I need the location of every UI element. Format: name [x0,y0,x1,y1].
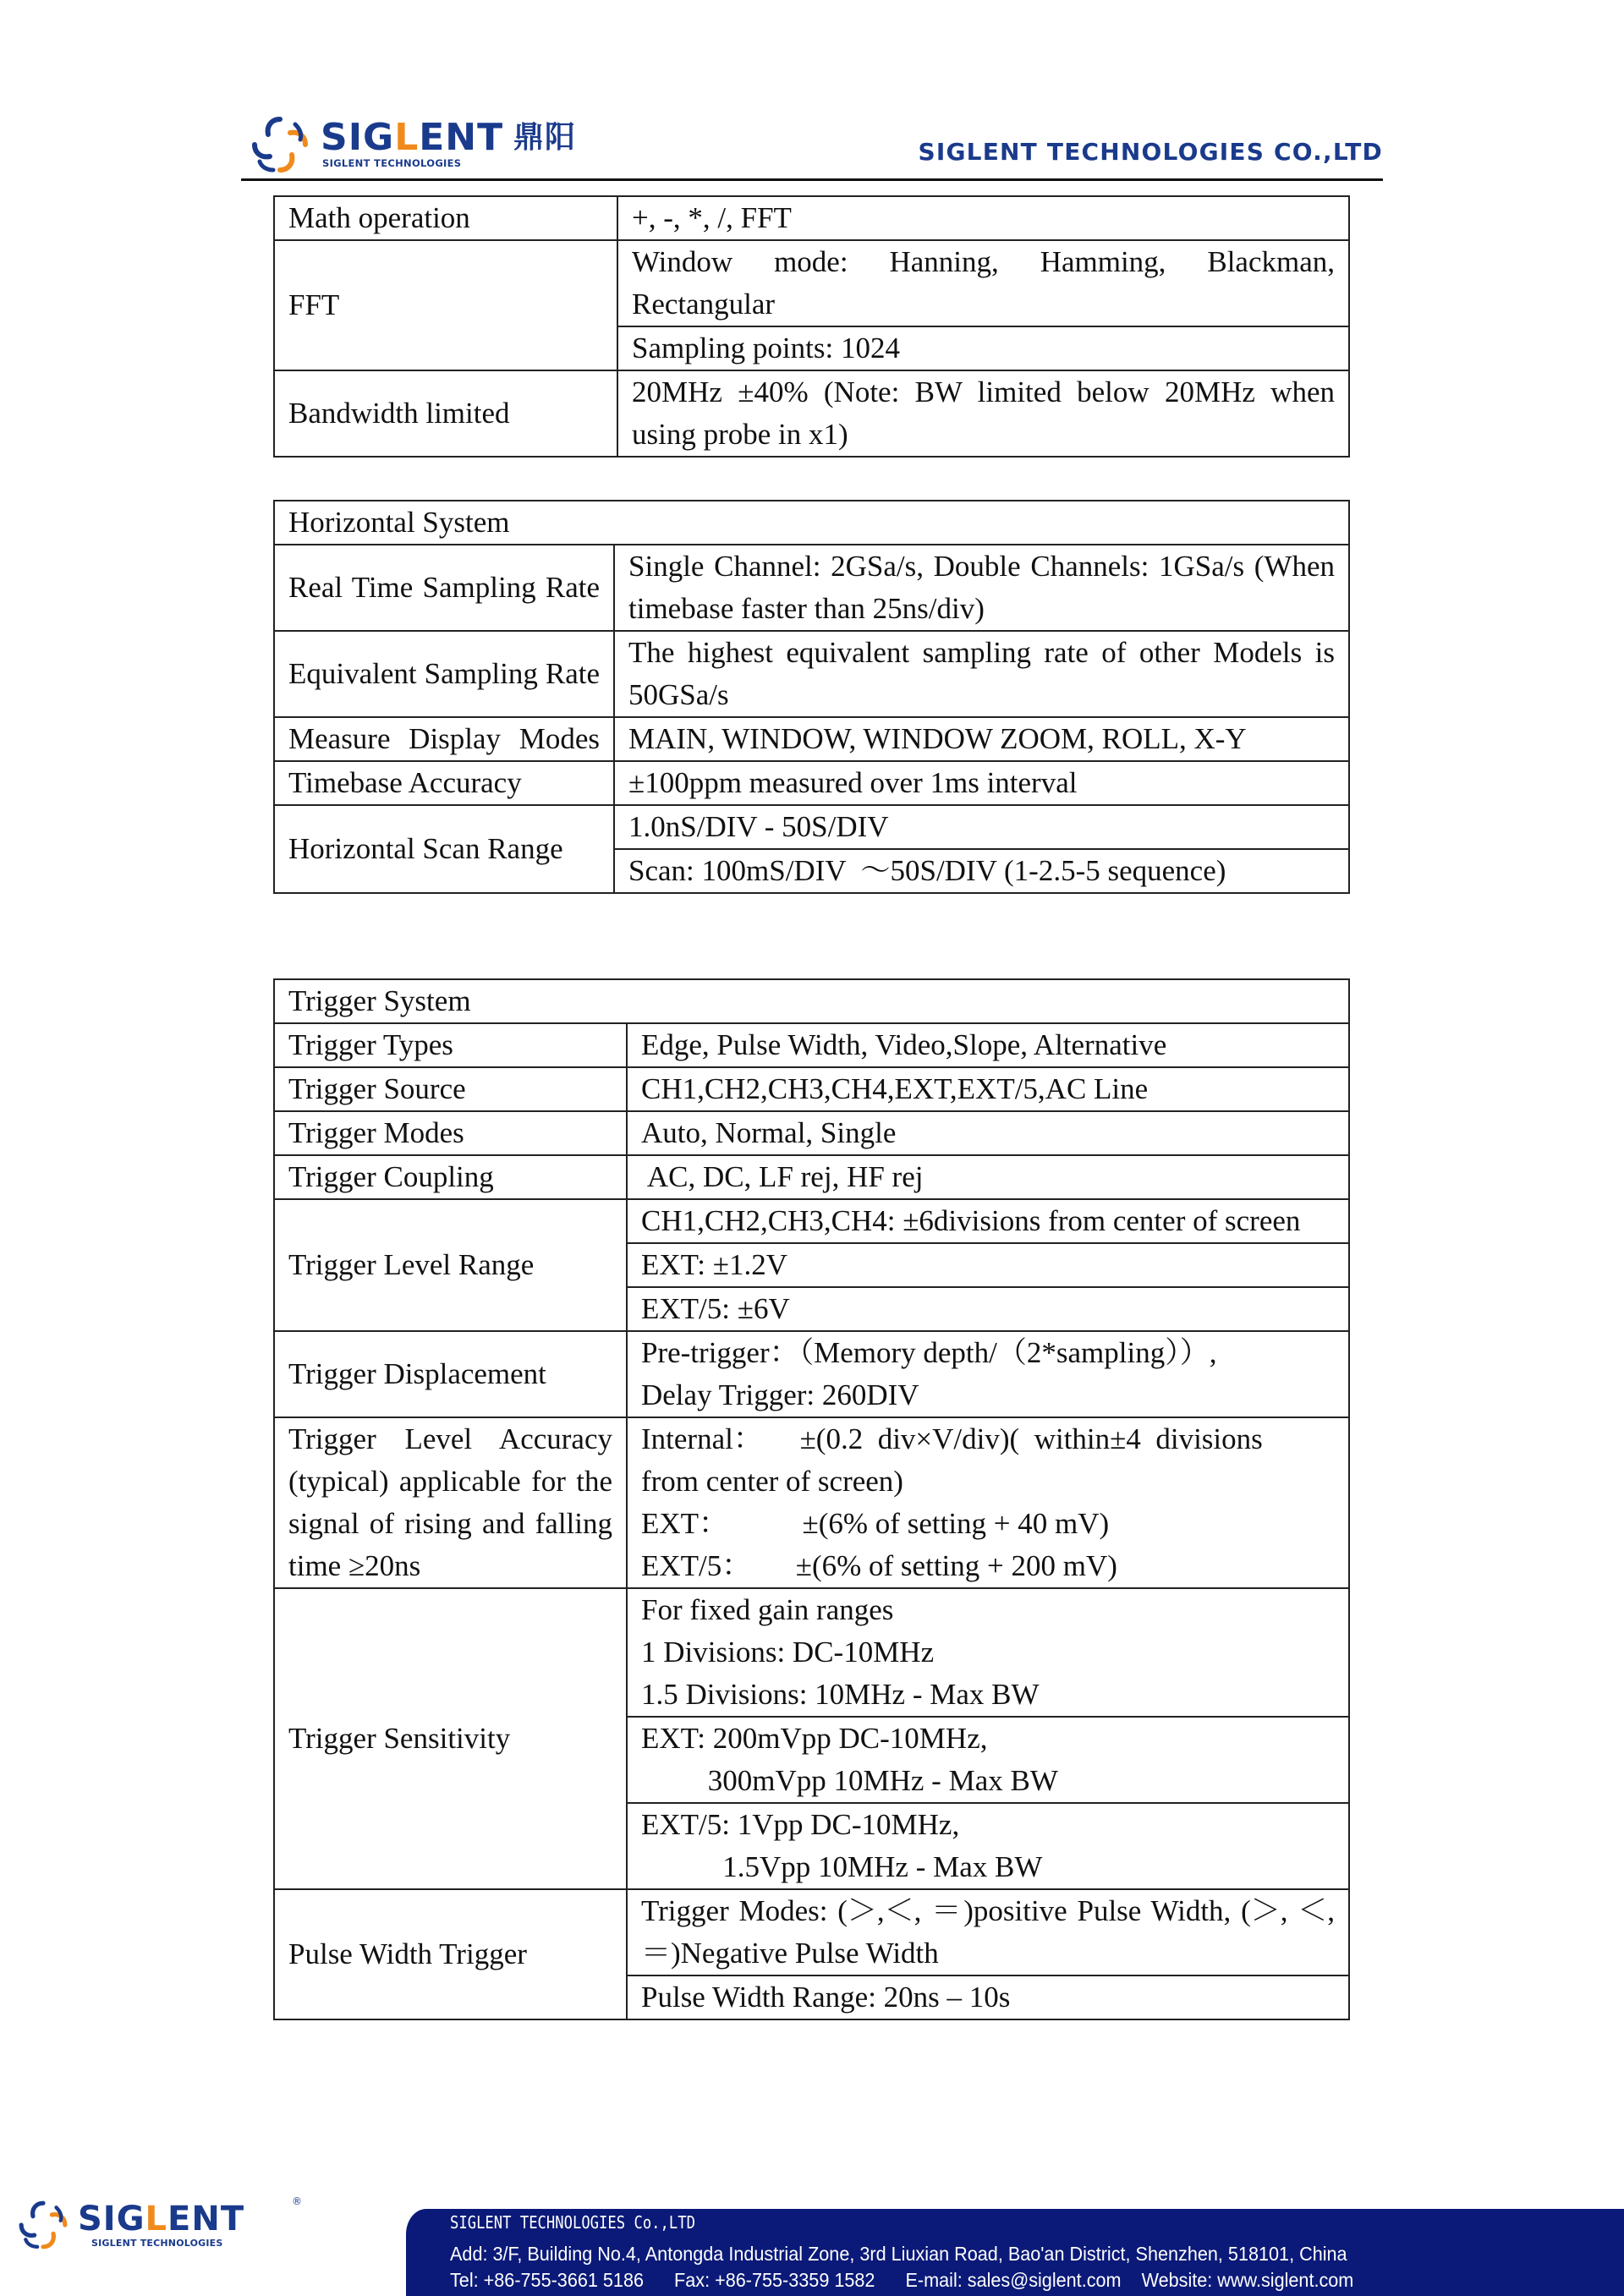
table-row [274,1067,1349,1111]
table-row [274,1331,1349,1417]
spec-value-line: EXT/5: 1Vpp DC-10MHz, [641,1808,960,1841]
table-row [274,717,1349,761]
spec-value: CH1,CH2,CH3,CH4,EXT,EXT/5,AC Line [627,1067,1349,1111]
spec-label: Real Time Sampling Rate [274,545,614,631]
spec-value: Auto, Normal, Single [627,1111,1349,1155]
section-title: Horizontal System [274,501,1349,545]
table-row [274,1889,1349,1975]
footer-contact-band [406,2209,1624,2296]
logo-subtitle: SIGLENT TECHNOLOGIES [91,2238,223,2249]
spec-value-line: Delay Trigger: 260DIV [641,1378,919,1411]
spec-label: Trigger Coupling [274,1155,627,1199]
spec-label: Trigger Level Range [274,1199,627,1331]
table-row [274,1417,1349,1588]
spec-value [627,1417,1349,1588]
spec-value: AC, DC, LF rej, HF rej [627,1155,1349,1199]
spec-value-line: EXT/5： ±(6% of setting + 200 mV) [641,1549,1117,1582]
footer-email[interactable]: E-mail: sales@siglent.com [905,2269,1122,2291]
table-section-header [274,501,1349,545]
spec-value: Sampling points: 1024 [617,326,1349,370]
table-row [274,761,1349,805]
spec-label: Trigger Level Accuracy (typical) applicable for the signal of rising and falling time ≥20ns [274,1417,627,1588]
footer-contacts [450,2269,1353,2292]
footer-logo [17,2195,302,2255]
header-logo [250,114,588,175]
spec-value: EXT/5: ±6V [627,1287,1349,1331]
spec-label: Measure Display Modes [274,717,614,761]
spec-value: The highest equivalent sampling rate of other Models is 50GSa/s [614,631,1349,717]
logo-subtitle: SIGLENT TECHNOLOGIES [322,157,462,169]
spec-label: Timebase Accuracy [274,761,614,805]
spec-value-line: 1.5Vpp 10MHz - Max BW [641,1850,1043,1883]
table-row [274,1199,1349,1243]
logo-brand-text: SIGLENT [78,2200,245,2238]
table-row [274,805,1349,849]
spec-label: Trigger Sensitivity [274,1588,627,1889]
spec-value: Pulse Width Range: 20ns – 10s [627,1975,1349,2019]
spec-value: Edge, Pulse Width, Video,Slope, Alternative [627,1023,1349,1067]
footer-company-name: SIGLENT TECHNOLOGIES Co.,LTD [450,2212,695,2233]
spec-label: Bandwidth limited [274,370,617,457]
math-spec-table [273,195,1350,458]
header-divider [241,178,1383,181]
logo-brand-text: SIGLENT [321,116,504,159]
table-row [274,1588,1349,1717]
spec-value: 20MHz ±40% (Note: BW limited below 20MHz when using probe in x1) [617,370,1349,457]
spec-value: Trigger Modes: (＞,＜, ＝)positive Pulse Width, (＞, ＜, ＝)Negative Pulse Width [627,1889,1349,1975]
table-row [274,1111,1349,1155]
table-row [274,370,1349,457]
spec-label: Horizontal Scan Range [274,805,614,893]
spec-value-line: Pre-trigger：（Memory depth/（2*sampling））, [641,1336,1217,1369]
table-row [274,1023,1349,1067]
spec-label: Math operation [274,196,617,240]
spec-value-line: EXT： ±(6% of setting + 40 mV) [641,1507,1110,1540]
horizontal-system-table [273,500,1350,894]
footer-address: Add: 3/F, Building No.4, Antongda Industrial Zone, 3rd Liuxian Road, Bao'an District, Shenzhen, 518101, China [450,2243,1347,2265]
spec-value-line: 300mVpp 10MHz - Max BW [641,1764,1058,1797]
table-section-header [274,979,1349,1023]
spec-value: 1.0nS/DIV - 50S/DIV [614,805,1349,849]
spec-value: +, -, *, /, FFT [617,196,1349,240]
spec-label: Trigger Displacement [274,1331,627,1417]
footer-fax: Fax: +86-755-3359 1582 [674,2269,875,2291]
spec-label: Pulse Width Trigger [274,1889,627,2019]
registered-mark: ® [292,2195,302,2207]
spec-value: Window mode: Hanning, Hamming, Blackman, Rectangular [617,240,1349,326]
footer-tel: Tel: +86-755-3661 5186 [450,2269,645,2291]
spec-value [627,1588,1349,1717]
footer-website[interactable]: Website: www.siglent.com [1141,2269,1354,2291]
spec-value: CH1,CH2,CH3,CH4: ±6divisions from center of screen [627,1199,1349,1243]
table-row [274,196,1349,240]
spec-value [627,1803,1349,1889]
spec-value-line: EXT: 200mVpp DC-10MHz, [641,1722,988,1755]
table-row [274,631,1349,717]
spec-label: Trigger Modes [274,1111,627,1155]
spec-value-line: For fixed gain ranges [641,1593,894,1626]
spec-value [627,1331,1349,1417]
spec-value-line: from center of screen) [641,1465,903,1498]
spec-label: FFT [274,240,617,370]
spec-label: Trigger Types [274,1023,627,1067]
logo-chinese-text: 鼎阳 [513,120,577,155]
spec-value: Single Channel: 2GSa/s, Double Channels: 1GSa/s (When timebase faster than 25ns/div) [614,545,1349,631]
table-row [274,545,1349,631]
spec-label: Equivalent Sampling Rate [274,631,614,717]
spec-value: ±100ppm measured over 1ms interval [614,761,1349,805]
table-row [274,240,1349,326]
spec-label: Trigger Source [274,1067,627,1111]
spec-value-line: 1.5 Divisions: 10MHz - Max BW [641,1678,1040,1711]
siglent-swirl-icon [17,2199,69,2251]
spec-value [627,1717,1349,1803]
header-company-name: SIGLENT TECHNOLOGIES CO.,LTD [918,138,1383,166]
spec-value: MAIN, WINDOW, WINDOW ZOOM, ROLL, X-Y [614,717,1349,761]
spec-value: Scan: 100mS/DIV ～50S/DIV (1-2.5-5 sequence) [614,849,1349,893]
table-row [274,1155,1349,1199]
section-title: Trigger System [274,979,1349,1023]
trigger-system-table [273,978,1350,2020]
spec-value-line: 1 Divisions: DC-10MHz [641,1636,935,1669]
siglent-swirl-icon [250,114,310,175]
spec-value: EXT: ±1.2V [627,1243,1349,1287]
spec-value-line: Internal： ±(0.2 div×V/div)( within±4 divisions [641,1422,1263,1455]
